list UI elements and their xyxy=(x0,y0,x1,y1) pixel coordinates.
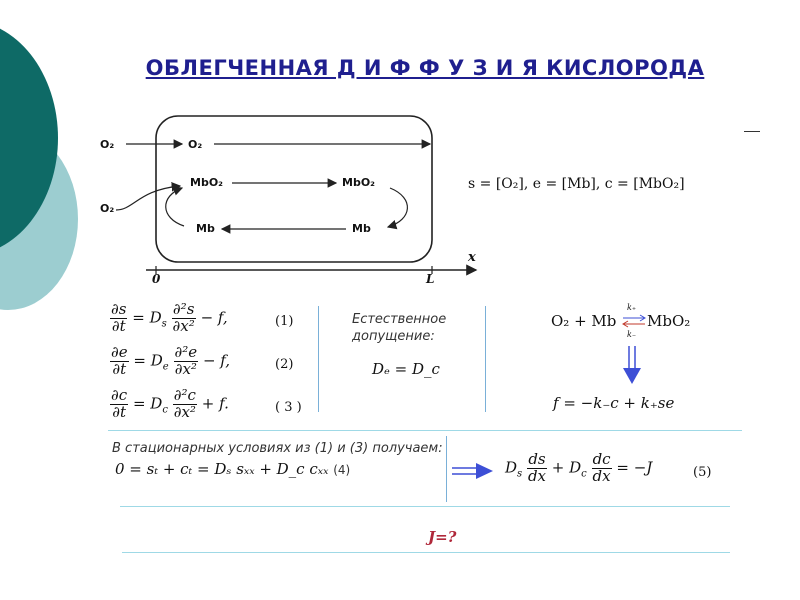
label-o2-left-bottom: O₂ xyxy=(100,202,115,215)
right-arrow-icon xyxy=(452,462,494,480)
label-mb-right: Mb xyxy=(352,222,371,235)
slide-title: ОБЛЕГЧЕННАЯ Д И Ф Ф У З И Я КИСЛОРОДА xyxy=(145,56,705,80)
separator-line-2 xyxy=(120,506,730,507)
equation-tail: − f, xyxy=(202,351,231,370)
separator-vertical-2 xyxy=(485,306,486,412)
separator-line-3 xyxy=(122,552,730,553)
assumption-formula: Dₑ = D_c xyxy=(372,360,440,378)
lhs-numerator: ∂e xyxy=(111,343,128,361)
arrow-right-turn xyxy=(388,188,407,227)
coefficient: = D xyxy=(133,351,163,370)
lhs-denominator: ∂t xyxy=(112,359,127,378)
lhs-denominator: ∂t xyxy=(111,316,126,335)
rate-constant-forward: k₊ xyxy=(627,303,637,312)
question-j: J=? xyxy=(428,528,457,546)
second-derivative-numerator: ∂²e xyxy=(174,343,198,361)
down-arrow-icon xyxy=(620,346,644,386)
equation-number: ( 3 ) xyxy=(275,400,302,415)
label-o2-inside: O₂ xyxy=(188,138,203,151)
second-derivative-numerator: ∂²s xyxy=(172,300,195,318)
separator-line-1 xyxy=(108,430,742,431)
stationary-equation-number: (4) xyxy=(333,463,351,477)
lhs-denominator: ∂t xyxy=(112,402,126,421)
reaction-left: O₂ + Mb xyxy=(551,312,617,330)
lhs-numerator: ∂s xyxy=(111,300,127,318)
result-equation-tail: = −J xyxy=(616,458,653,477)
reversible-arrows xyxy=(622,314,646,328)
equation-row xyxy=(110,388,310,431)
equation-number: (1) xyxy=(275,314,294,329)
equation-number: (2) xyxy=(275,357,294,372)
coefficient-subscript: e xyxy=(162,361,169,373)
coefficient-subscript: c xyxy=(162,404,168,416)
stationary-equation-body: 0 = sₜ + cₜ = Dₛ sₓₓ + D_c cₓₓ xyxy=(115,460,329,478)
coefficient-subscript: s xyxy=(161,318,167,330)
assumption-label-line2: допущение: xyxy=(352,329,435,344)
label-mbo2-left: MbO₂ xyxy=(190,176,223,189)
rate-formula: f = −k₋c + k₊se xyxy=(553,394,675,412)
assumption-label-line1: Естественное xyxy=(352,312,447,327)
equation-tail: − f, xyxy=(200,308,228,327)
coefficient: = D xyxy=(132,394,163,413)
arrow-o2-bottom-in xyxy=(116,186,180,210)
equation-row xyxy=(110,345,310,388)
arrow-left-turn xyxy=(166,188,184,226)
second-derivative-numerator: ∂²c xyxy=(173,386,196,404)
reaction-right: MbO₂ xyxy=(647,312,691,330)
axis-label-L: L xyxy=(426,272,435,286)
second-derivative-denominator: ∂x² xyxy=(172,316,195,335)
stationary-text: В стационарных условиях из (1) и (3) получаем: xyxy=(112,441,443,456)
second-derivative-denominator: ∂x² xyxy=(173,402,196,421)
label-mbo2-right: MbO₂ xyxy=(342,176,375,189)
equation-tail: + f. xyxy=(201,394,229,413)
definitions-formula: s = [O₂], e = [Mb], c = [MbO₂] xyxy=(468,176,685,192)
equation-row xyxy=(110,302,310,345)
lhs-numerator: ∂c xyxy=(111,386,128,404)
rate-constant-backward: k₋ xyxy=(627,330,637,339)
top-right-dash xyxy=(744,131,760,132)
equations-block xyxy=(110,302,310,431)
axis-label-zero: 0 xyxy=(152,272,161,286)
separator-vertical-1 xyxy=(318,306,319,412)
separator-vertical-3 xyxy=(446,436,447,502)
diffusion-diagram xyxy=(90,108,490,288)
second-derivative-denominator: ∂x² xyxy=(174,359,197,378)
label-o2-left-top: O₂ xyxy=(100,138,115,151)
coefficient: = D xyxy=(132,308,162,327)
label-mb-left: Mb xyxy=(196,222,215,235)
axis-label-x: x xyxy=(468,250,476,265)
stationary-equation xyxy=(115,460,350,478)
result-equation-number: (5) xyxy=(693,465,712,480)
result-equation: $D_s$ $\frac{ds}{dx}$ + $D_c$ $\frac{dc}{dx}$ = −J xyxy=(505,450,653,485)
